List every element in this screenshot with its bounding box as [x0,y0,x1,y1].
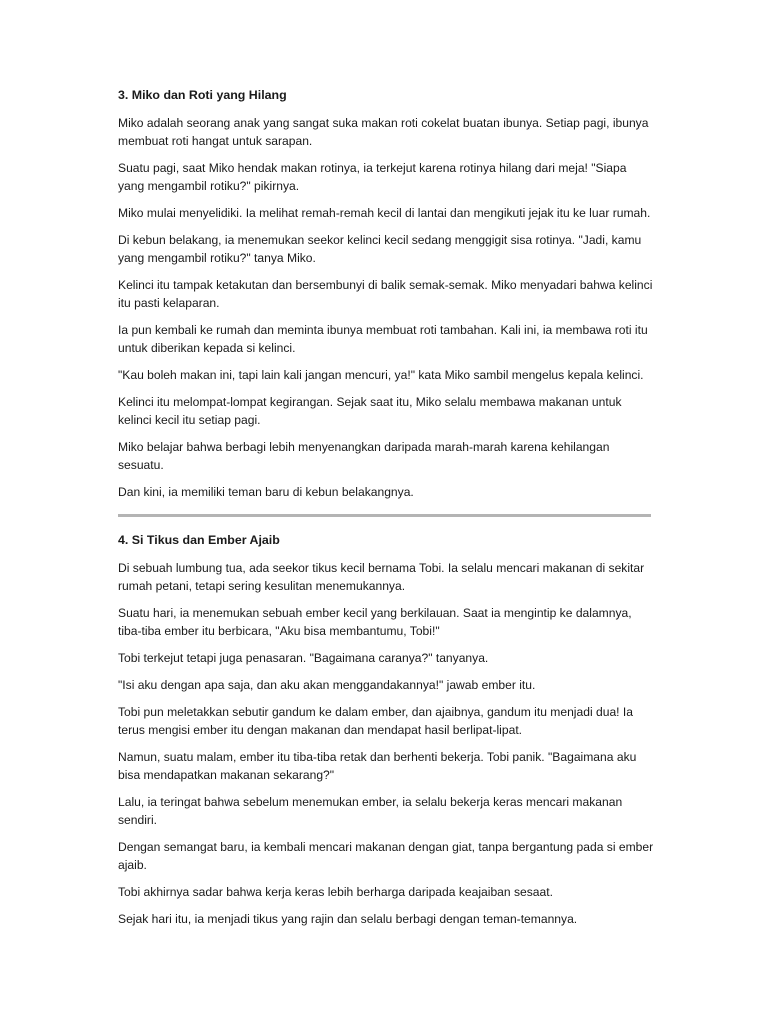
story-paragraph: Namun, suatu malam, ember itu tiba-tiba retak dan berhenti bekerja. Tobi panik. "Bagaimana aku bisa mendapatkan makanan sekarang?" [118,750,637,782]
story-paragraph: Tobi terkejut tetapi juga penasaran. "Bagaimana caranya?" tanyanya. [118,651,489,665]
story-paragraph: Di sebuah lumbung tua, ada seekor tikus kecil bernama Tobi. Ia selalu mencari makanan di sekitar rumah petani, tetapi sering kesulitan menemukannya. [118,561,645,593]
story-title: 4. Si Tikus dan Ember Ajaib [118,533,280,547]
story-paragraph: Sejak hari itu, ia menjadi tikus yang rajin dan selalu berbagi dengan teman-temannya. [118,912,578,926]
document-page [118,86,654,937]
story-section-3 [118,86,654,501]
section-divider [118,514,651,517]
story-paragraph: "Kau boleh makan ini, tapi lain kali jangan mencuri, ya!" kata Miko sambil mengelus kepala kelinci. [118,368,644,382]
story-paragraph: Kelinci itu tampak ketakutan dan bersembunyi di balik semak-semak. Miko menyadari bahwa kelinci itu pasti kelaparan. [118,278,653,310]
story-paragraph: Suatu pagi, saat Miko hendak makan rotinya, ia terkejut karena rotinya hilang dari meja! "Siapa yang mengambil rotiku?" pikirnya. [118,161,627,193]
story-title: 3. Miko dan Roti yang Hilang [118,88,287,102]
story-paragraph: Suatu hari, ia menemukan sebuah ember kecil yang berkilauan. Saat ia mengintip ke dalamnya, tiba-tiba ember itu berbicara, "Aku bisa membantumu, Tobi!" [118,606,632,638]
story-paragraph: Kelinci itu melompat-lompat kegirangan. Sejak saat itu, Miko selalu membawa makanan untuk kelinci kecil itu setiap pagi. [118,395,622,427]
story-paragraph: "Isi aku dengan apa saja, dan aku akan menggandakannya!" jawab ember itu. [118,678,536,692]
story-paragraph: Dengan semangat baru, ia kembali mencari makanan dengan giat, tanpa bergantung pada si ember ajaib. [118,840,654,872]
story-paragraph: Miko mulai menyelidiki. Ia melihat remah-remah kecil di lantai dan mengikuti jejak itu ke luar rumah. [118,206,651,220]
story-paragraph: Tobi pun meletakkan sebutir gandum ke dalam ember, dan ajaibnya, gandum itu menjadi dua! Ia terus mengisi ember itu dengan makanan dan mendapat hasil berlipat-lipat. [118,705,633,737]
story-section-4 [118,531,654,928]
story-paragraph: Ia pun kembali ke rumah dan meminta ibunya membuat roti tambahan. Kali ini, ia membawa roti itu untuk diberikan kepada si kelinci. [118,323,648,355]
story-paragraph: Di kebun belakang, ia menemukan seekor kelinci kecil sedang menggigit sisa rotinya. "Jadi, kamu yang mengambil rotiku?" tanya Miko. [118,233,642,265]
story-paragraph: Lalu, ia teringat bahwa sebelum menemukan ember, ia selalu bekerja keras mencari makanan sendiri. [118,795,623,827]
story-paragraph: Miko belajar bahwa berbagi lebih menyenangkan daripada marah-marah karena kehilangan sesuatu. [118,440,610,472]
story-paragraph: Dan kini, ia memiliki teman baru di kebun belakangnya. [118,485,414,499]
story-paragraph: Miko adalah seorang anak yang sangat suka makan roti cokelat buatan ibunya. Setiap pagi, ibunya membuat roti hangat untuk sarapan. [118,116,649,148]
story-paragraph: Tobi akhirnya sadar bahwa kerja keras lebih berharga daripada keajaiban sesaat. [118,885,553,899]
